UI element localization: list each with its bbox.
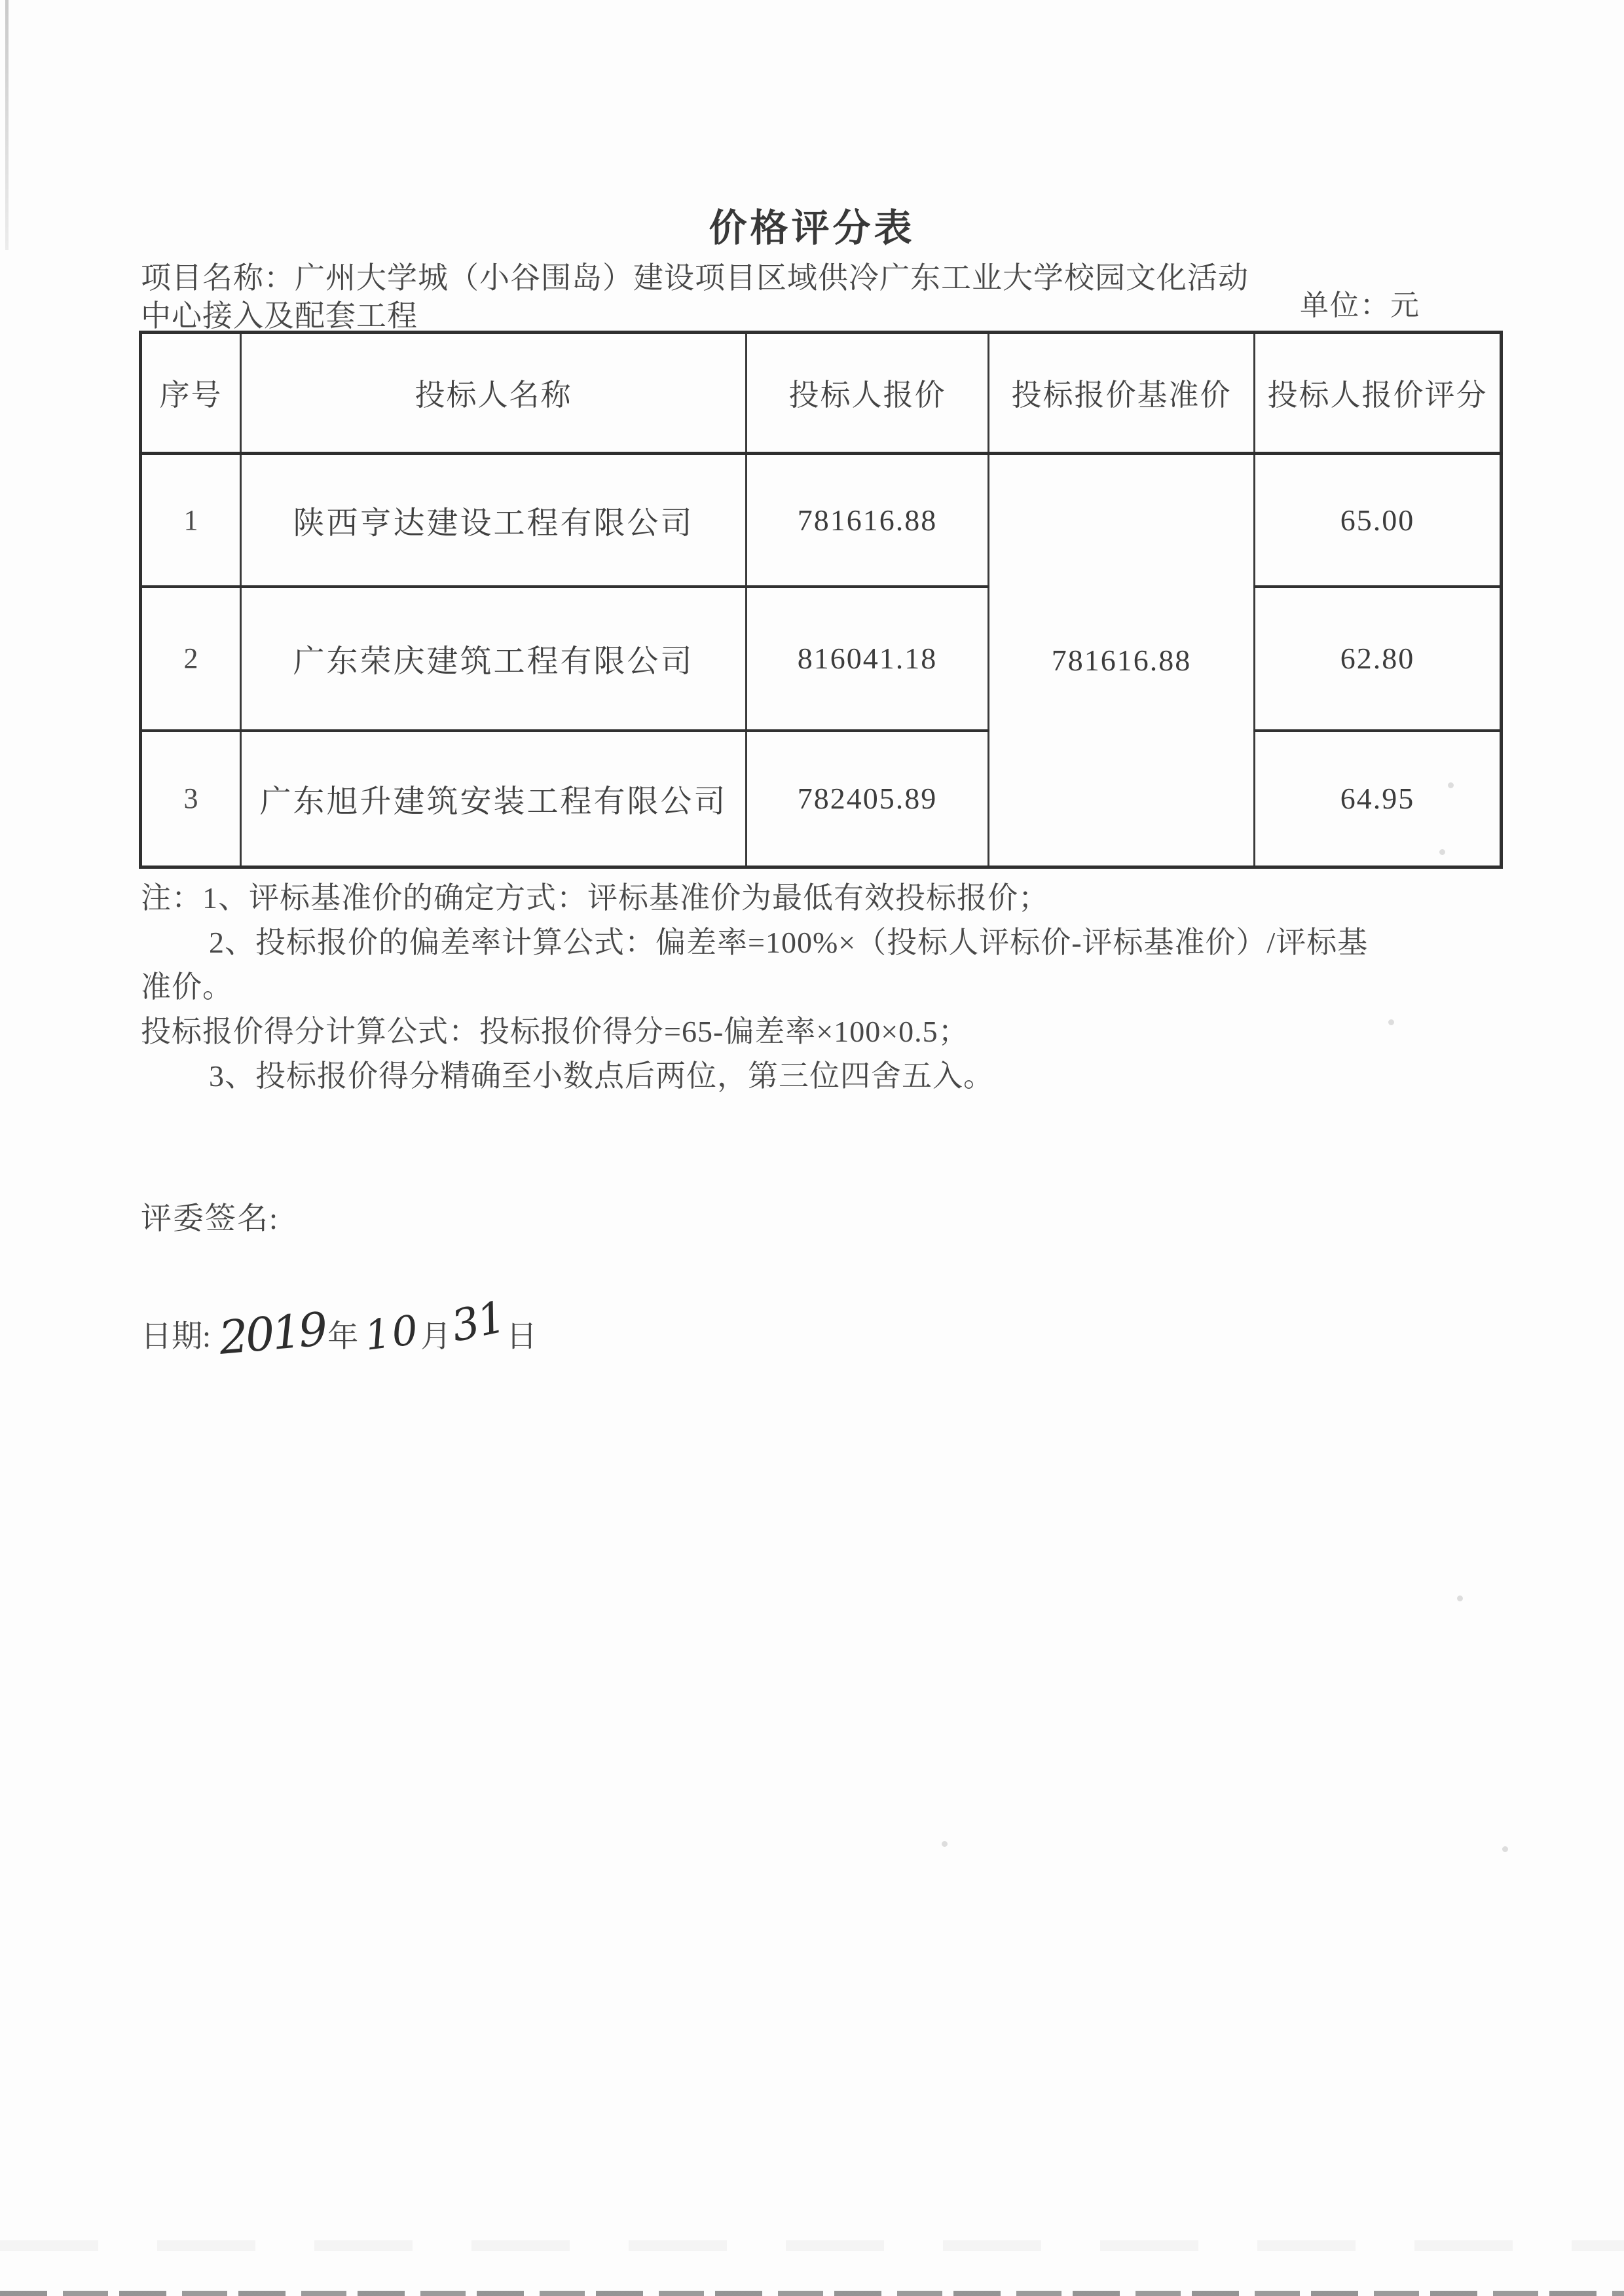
scan-speck [1448, 782, 1454, 788]
project-name-line2: 中心接入及配套工程 [141, 299, 418, 333]
cell-bid-price: 816041.18 [747, 587, 989, 731]
day-suffix: 日 [506, 1320, 538, 1354]
handwritten-year: 2019 [217, 1302, 327, 1365]
cell-score: 64.95 [1255, 731, 1502, 867]
scan-speck [942, 1841, 948, 1847]
page-title: 价格评分表 [709, 206, 915, 249]
cell-bid-price: 781616.88 [747, 454, 989, 587]
col-header-base-price: 投标报价基准价 [989, 333, 1255, 454]
cell-bidder-name: 陕西亨达建设工程有限公司 [241, 454, 747, 587]
notes-block [141, 876, 1542, 1099]
table-row [141, 587, 1502, 731]
scan-speck [1439, 849, 1445, 855]
note-line-1: 注：1、评标基准价的确定方式：评标基准价为最低有效投标报价； [141, 881, 1049, 915]
scan-speck [1388, 1019, 1394, 1025]
month-suffix: 月 [420, 1320, 452, 1354]
col-header-seq: 序号 [141, 333, 241, 454]
cell-seq: 2 [141, 587, 241, 731]
price-score-table [139, 331, 1503, 869]
handwritten-day: 31 [447, 1291, 509, 1352]
cell-bid-price: 782405.89 [747, 731, 989, 867]
scan-speck [1457, 1595, 1463, 1601]
unit-label: 单位：元 [1300, 289, 1420, 321]
table-row [141, 731, 1502, 867]
cell-bidder-name: 广东旭升建筑安装工程有限公司 [241, 731, 747, 867]
note-line-2-continued: 准价。 [141, 970, 233, 1004]
note-line-3: 3、投标报价得分精确至小数点后两位，第三位四舍五入。 [209, 1059, 994, 1093]
table-row [141, 454, 1502, 587]
cell-score: 62.80 [1255, 587, 1502, 731]
col-header-bidder-name: 投标人名称 [241, 333, 747, 454]
year-suffix: 年 [327, 1320, 359, 1354]
handwritten-month: 10 [362, 1305, 422, 1360]
scan-band-artifact [0, 2240, 1624, 2251]
judge-signature-label: 评委签名: [141, 1202, 280, 1236]
cell-bidder-name: 广东荣庆建筑工程有限公司 [241, 587, 747, 731]
cell-seq: 3 [141, 731, 241, 867]
cell-score: 65.00 [1255, 454, 1502, 587]
col-header-score: 投标人报价评分 [1255, 333, 1502, 454]
table-header-row [141, 333, 1502, 454]
col-header-bid-price: 投标人报价 [747, 333, 989, 454]
date-label: 日期: [141, 1320, 212, 1354]
scan-speck [1502, 1846, 1508, 1852]
cell-seq: 1 [141, 454, 241, 587]
project-name-line1: 项目名称：广州大学城（小谷围岛）建设项目区域供冷广东工业大学校园文化活动 [141, 261, 1249, 295]
note-line-formula: 投标报价得分计算公式：投标报价得分=65-偏差率×100×0.5； [141, 1015, 969, 1048]
note-line-2: 2、投标报价的偏差率计算公式：偏差率=100%×（投标人评标价-评标基准价）/评标基 [209, 926, 1369, 959]
cell-base-price-merged: 781616.88 [989, 454, 1255, 867]
date-line [141, 1291, 538, 1365]
scan-bottom-artifact [0, 2291, 1624, 2296]
